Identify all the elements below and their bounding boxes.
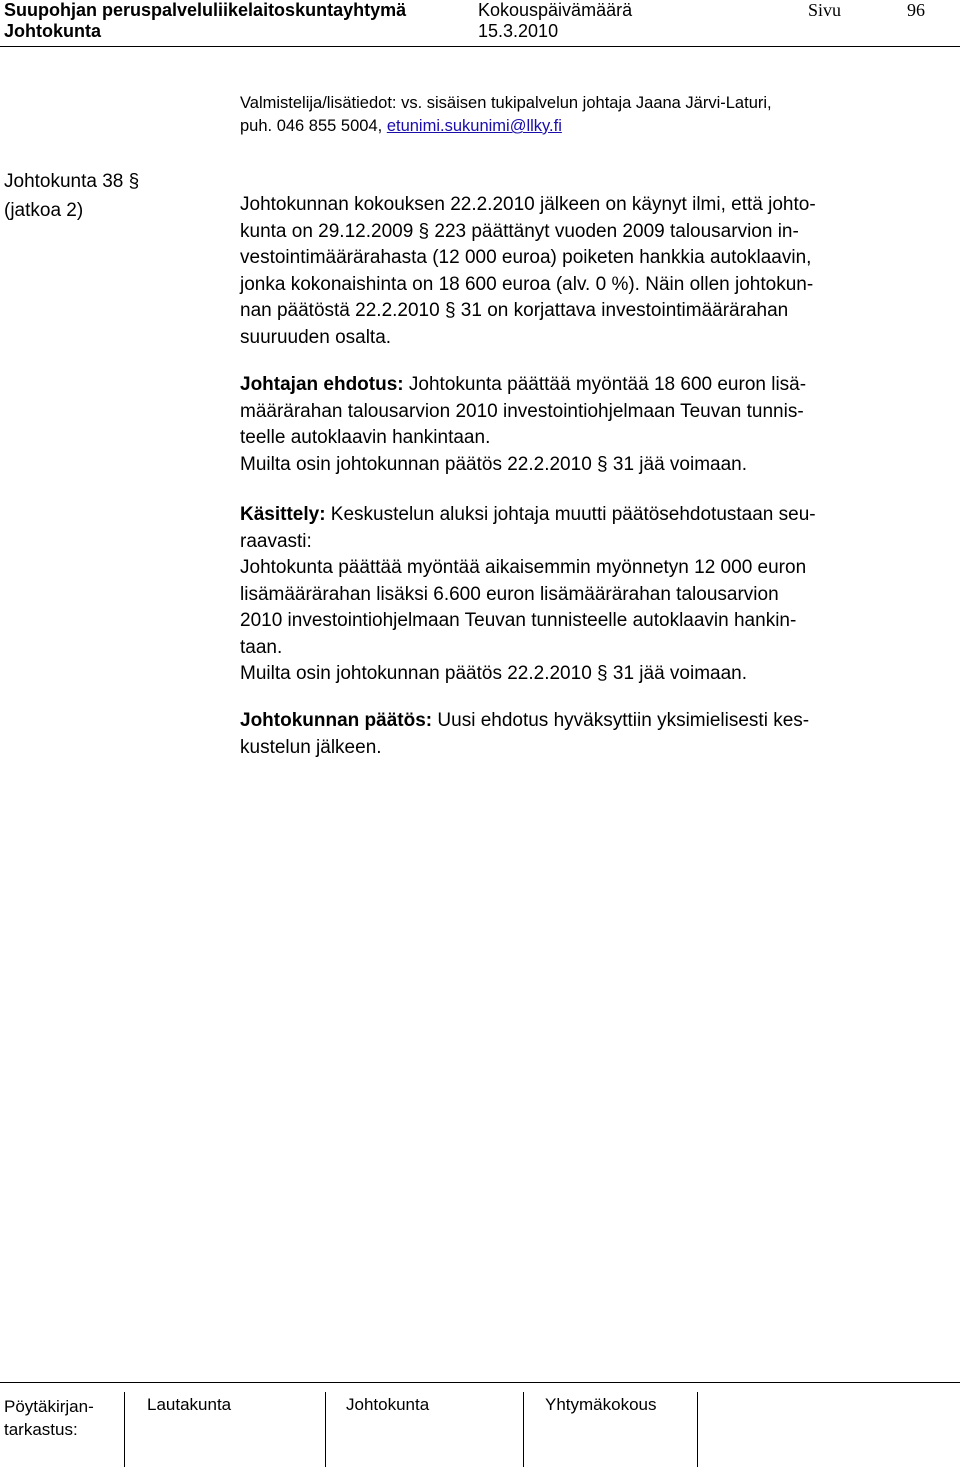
footer-rule — [0, 1382, 960, 1383]
intro-line: suuruuden osalta. — [240, 326, 392, 348]
header-rule — [0, 46, 960, 47]
proposal-line-1 — [240, 372, 930, 399]
decision-line-1 — [240, 708, 930, 735]
preparer-line-2 — [240, 115, 772, 138]
decision-paragraph — [240, 708, 930, 761]
intro-line: jonka kokonaishinta on 18 600 euroa (alv. 0 %). Näin ollen johtokun- — [240, 273, 814, 295]
footer-divider — [325, 1392, 326, 1467]
handling-line: 2010 investointiohjelmaan Teuvan tunnisteelle autoklaavin hankin- — [240, 610, 797, 631]
header-page-label: Sivu — [808, 0, 842, 20]
header-date: 15.3.2010 — [478, 21, 559, 41]
proposal-text: Johtokunta päättää myöntää 18 600 euron lisä- — [403, 374, 807, 395]
decision-label: Johtokunnan päätös: — [240, 710, 433, 731]
handling-line: Muilta osin johtokunnan päätös 22.2.2010 § 31 jää voimaan. — [240, 663, 748, 684]
handling-line: raavasti: — [240, 530, 312, 552]
header-organization: Suupohjan peruspalveluliikelaitoskuntayhtymä — [4, 0, 407, 20]
header-page-number: 96 — [907, 0, 925, 20]
preparer-phone: puh. 046 855 5004, — [240, 117, 387, 135]
section-label-line-1: Johtokunta 38 § — [4, 171, 140, 192]
proposal-line: määrärahan talousarvion 2010 investointiohjelmaan Teuvan tunnis- — [240, 400, 804, 422]
proposal-paragraph — [240, 372, 930, 478]
decision-text: Uusi ehdotus hyväksyttiin yksimielisesti kes- — [432, 710, 810, 731]
proposal-line: Muilta osin johtokunnan päätös 22.2.2010 § 31 jää voimaan. — [240, 453, 748, 475]
handling-line: taan. — [240, 636, 283, 658]
intro-paragraph — [240, 192, 930, 351]
header-body-name: Johtokunta — [4, 21, 101, 41]
footer-divider — [697, 1392, 698, 1467]
decision-line-2: kustelun jälkeen. — [240, 736, 382, 758]
intro-line: nan päätöstä 22.2.2010 § 31 on korjattava investointimäärärahan — [240, 300, 789, 321]
section-label-line-2: (jatkoa 2) — [4, 200, 84, 221]
footer-board-label: Lautakunta — [147, 1395, 232, 1414]
handling-label: Käsittely: — [240, 504, 326, 525]
proposal-line: teelle autoklaavin hankintaan. — [240, 427, 491, 448]
footer-review-line-2: tarkastus: — [4, 1420, 78, 1439]
header-date-label: Kokouspäivämäärä — [478, 0, 633, 20]
handling-line-1 — [240, 502, 930, 529]
intro-line: vestointimäärärahasta (12 000 euroa) poiketen hankkia autoklaavin, — [240, 247, 812, 268]
footer-divider — [124, 1392, 125, 1467]
intro-line: Johtokunnan kokouksen 22.2.2010 jälkeen on käynyt ilmi, että johto- — [240, 194, 816, 215]
handling-paragraph — [240, 502, 930, 688]
footer-review-label — [4, 1395, 94, 1441]
section-label — [4, 167, 139, 225]
preparer-info — [240, 92, 772, 138]
preparer-line-1: Valmistelija/lisätiedot: vs. sisäisen tukipalvelun johtaja Jaana Järvi-Laturi, — [240, 94, 772, 112]
handling-line: Johtokunta päättää myöntää aikaisemmin myönnetyn 12 000 euron — [240, 557, 807, 578]
footer-divider — [523, 1392, 524, 1467]
handling-line: lisämäärärahan lisäksi 6.600 euron lisämäärärahan talousarvion — [240, 583, 779, 605]
preparer-email-link[interactable]: etunimi.sukunimi@llky.fi — [386, 117, 562, 135]
footer-review-line-1: Pöytäkirjan- — [4, 1397, 94, 1416]
footer-assembly-label: Yhtymäkokous — [545, 1395, 657, 1414]
handling-text: Keskustelun aluksi johtaja muutti päätösehdotustaan seu- — [325, 504, 816, 525]
footer-executive-board-label: Johtokunta — [346, 1395, 430, 1414]
proposal-label: Johtajan ehdotus: — [240, 374, 404, 395]
intro-line: kunta on 29.12.2009 § 223 päättänyt vuoden 2009 talousarvion in- — [240, 220, 799, 242]
